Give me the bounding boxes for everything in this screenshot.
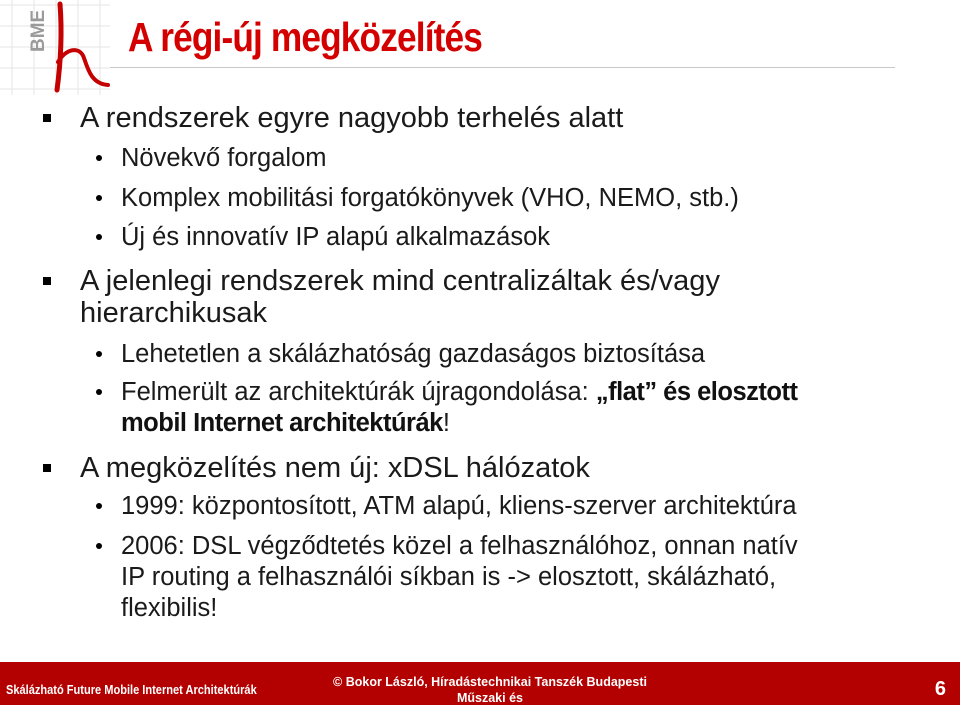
sub-bullet-item <box>121 143 921 174</box>
dot-bullet-icon <box>96 351 102 357</box>
sub-bullet-item <box>121 491 921 522</box>
sub-bullet-text: Felmerült az architektúrák újragondolása: <box>121 378 596 406</box>
sub-bullet-text: Növekvő forgalom <box>121 144 327 172</box>
sub-bullet-item <box>121 183 921 214</box>
footer-copyright-line: Gazdaságtudományi Egyetem <box>401 707 579 721</box>
dot-bullet-icon <box>96 503 102 509</box>
sub-bullet-item <box>121 531 921 624</box>
sub-bullet-text-line: 2006: DSL végződtetés közel a felhasználóhoz, onnan natív <box>121 532 798 560</box>
square-bullet-icon <box>43 464 51 472</box>
highlighted-text: „flat” és elosztott <box>595 378 798 406</box>
title-divider <box>110 67 895 68</box>
sub-bullet-text: ! <box>442 409 450 437</box>
footer-course-title: Skálázható Future Mobile Internet Architektúrák <box>6 682 257 697</box>
sub-bullet-text-line: flexibilis! <box>121 594 218 622</box>
bullet-text: A megközelítés nem új: xDSL hálózatok <box>80 452 590 484</box>
dot-bullet-icon <box>96 543 102 549</box>
bullet-item <box>80 102 920 134</box>
dot-bullet-icon <box>96 389 102 395</box>
sub-bullet-text: Komplex mobilitási forgatókönyvek (VHO, NEMO, stb.) <box>121 184 739 212</box>
page-number: 6 <box>934 678 946 700</box>
sub-bullet-text: Lehetetlen a skálázhatóság gazdaságos biztosítása <box>121 340 706 368</box>
bme-logo-text: BME <box>28 9 49 52</box>
sub-bullet-text: Új és innovatív IP alapú alkalmazások <box>121 223 551 251</box>
bullet-text-line: A jelenlegi rendszerek mind centralizáltak és/vagy <box>80 265 720 297</box>
bme-logo <box>0 0 115 95</box>
sub-bullet-item <box>121 377 921 439</box>
bullet-text: A rendszerek egyre nagyobb terhelés alatt <box>80 102 624 134</box>
sub-bullet-text: 1999: központosított, ATM alapú, kliens-szerver architektúra <box>121 492 797 520</box>
sub-bullet-item <box>121 339 921 370</box>
dot-bullet-icon <box>96 234 102 240</box>
bullet-text-line: hierarchikusak <box>80 297 267 329</box>
bullet-item <box>80 265 920 329</box>
footer-bar <box>0 662 960 721</box>
square-bullet-icon <box>43 114 51 122</box>
bullet-item <box>80 452 920 484</box>
footer-copyright-line: © Bokor László, Híradástechnikai Tanszék Budapesti Műszaki és <box>333 675 647 705</box>
sub-bullet-item <box>121 222 921 253</box>
dot-bullet-icon <box>96 195 102 201</box>
highlighted-text: mobil Internet architektúrák <box>121 409 443 437</box>
square-bullet-icon <box>43 277 51 285</box>
dot-bullet-icon <box>96 155 102 161</box>
footer-copyright <box>330 674 650 722</box>
sub-bullet-text-line: IP routing a felhasználói síkban is -> elosztott, skálázható, <box>121 563 777 591</box>
slide-title: A régi-új megközelítés <box>128 14 483 60</box>
